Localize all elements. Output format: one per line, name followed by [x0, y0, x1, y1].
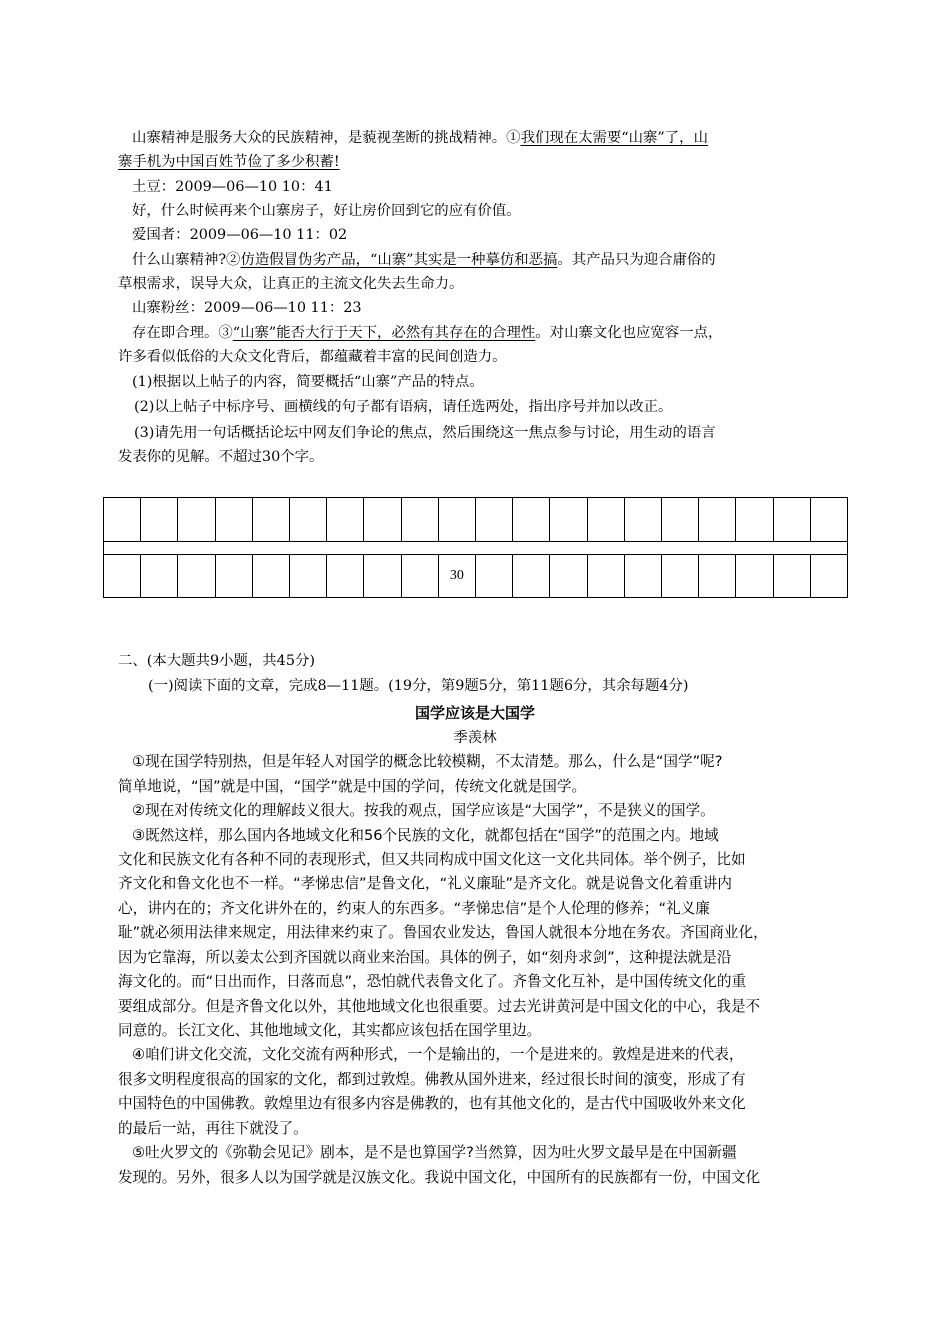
grid-cell — [774, 498, 811, 541]
article-line: 简单地说，“国”就是中国，“国学”就是中国的学问，传统文化就是国学。 — [118, 778, 587, 795]
article-line: ⑤吐火罗文的《弥勒会见记》剧本，是不是也算国学?当然算，因为吐火罗文最早是在中国新疆 — [132, 1144, 737, 1161]
question-3: (3)请先用一句话概括论坛中网友们争论的焦点，然后围绕这一焦点参与讨论，用生动的语言 — [134, 425, 716, 441]
grid-cell — [290, 498, 327, 541]
forum-text: 山寨精神是服务大众的民族精神，是藐视垄断的挑战精神。① — [132, 130, 521, 146]
article-line: 齐文化和鲁文化也不一样。“孝悌忠信”是鲁文化，“礼义廉耻”是齐文化。就是说鲁文化着重讲内 — [118, 875, 732, 892]
forum-paragraph-3 — [132, 250, 854, 271]
grid-cell — [476, 555, 513, 597]
grid-cell — [253, 498, 290, 541]
grid-cell — [290, 555, 327, 597]
grid-spacer — [104, 541, 847, 555]
article-line: ②现在对传统文化的理解歧义很大。按我的观点，国学应该是“大国学”，不是狭义的国学。 — [132, 802, 715, 819]
forum-text: 什么山寨精神?② — [132, 252, 241, 268]
article-line: 耻”就必须用法律来规定，用法律来约束了。鲁国农业发达，鲁国人就很本分地在务农。齐国商业化， — [118, 924, 768, 941]
grid-cell — [699, 555, 736, 597]
post-text-tudou: 好，什么时候再来个山寨房子，好让房价回到它的应有价值。 — [132, 203, 521, 219]
section-instruction: (一)阅读下面的文章，完成8—11题。(19分，第9题5分，第11题6分，其余每题4分) — [148, 678, 689, 694]
question-1: (1)根据以上帖子的内容，简要概括“山寨”产品的特点。 — [132, 374, 484, 390]
grid-cell: 30 — [439, 555, 476, 597]
underlined-sentence-3: “山寨”能否大行于天下，必然有其存在的合理性 — [232, 325, 536, 341]
article-line: 的最后一站，再往下就没了。 — [118, 1120, 308, 1137]
forum-paragraph-1-cont — [118, 152, 840, 173]
underlined-sentence-2: 仿造假冒伪劣产品，“山寨”其实是一种摹仿和恶搞 — [240, 252, 558, 268]
grid-cell — [513, 498, 550, 541]
question-2: (2)以上帖子中标序号、画横线的句子都有语病，请任选两处，指出序号并加以改正。 — [134, 399, 673, 415]
grid-cell — [439, 498, 476, 541]
grid-cell — [736, 555, 773, 597]
grid-cell — [550, 498, 587, 541]
grid-cell — [402, 498, 439, 541]
grid-cell — [253, 555, 290, 597]
grid-cell — [104, 498, 141, 541]
article-line: 要组成部分。但是齐鲁文化以外，其他地域文化也很重要。过去光讲黄河是中国文化的中心，我是不 — [118, 998, 761, 1015]
article-title: 国学应该是大国学 — [414, 704, 535, 722]
grid-cell — [327, 555, 364, 597]
grid-cell — [588, 555, 625, 597]
grid-cell — [699, 498, 736, 541]
grid-cell — [178, 498, 215, 541]
grid-row-1 — [104, 498, 847, 541]
forum-paragraph-1 — [132, 128, 854, 149]
forum-text: 。其产品只为迎合庸俗的 — [557, 252, 716, 268]
article-line: 心，讲内在的；齐文化讲外在的，约束人的东西多。“孝悌忠信”是个人伦理的修养；“礼义廉 — [118, 900, 710, 917]
article-line: ①现在国学特别热，但是年轻人对国学的概念比较模糊，不太清楚。那么，什么是“国学”呢? — [132, 753, 723, 770]
article-line: 因为它靠海，所以姜太公到齐国就以商业来治国。具体的例子，如“刻舟求剑”，这种提法就是沿 — [118, 949, 732, 966]
underlined-sentence-1-cont: 寨手机为中国百姓节俭了多少积蓄! — [118, 154, 340, 170]
grid-cell — [476, 498, 513, 541]
answer-grid — [103, 497, 848, 598]
forum-paragraph-3-cont: 草根需求，误导大众，让真正的主流文化失去生命力。 — [118, 276, 464, 292]
post-author-fan: 山寨粉丝：2009—06—10 11：23 — [132, 300, 362, 316]
forum-paragraph-4 — [132, 323, 854, 344]
grid-cell — [662, 555, 699, 597]
grid-cell — [216, 555, 253, 597]
article-line: 同意的。长江文化、其他地域文化，其实都应该包括在国学里边。 — [118, 1022, 542, 1039]
grid-cell — [402, 555, 439, 597]
post-author-tudou: 土豆：2009—06—10 10：41 — [132, 179, 333, 195]
underlined-sentence-1: 我们现在太需要“山寨”了，山 — [520, 130, 708, 146]
grid-cell — [774, 555, 811, 597]
forum-text: 存在即合理。③ — [132, 325, 233, 341]
grid-cell — [811, 498, 847, 541]
grid-cell — [736, 498, 773, 541]
grid-cell — [178, 555, 215, 597]
article-line: ③既然这样，那么国内各地域文化和56个民族的文化，就都包括在“国学”的范围之内。地域 — [132, 827, 719, 844]
forum-paragraph-4-cont: 许多看似低俗的大众文化背后，都蕴藏着丰富的民间创造力。 — [118, 349, 507, 365]
grid-cell — [364, 498, 401, 541]
grid-cell — [588, 498, 625, 541]
question-3-cont: 发表你的见解。不超过30个字。 — [118, 449, 324, 465]
article-line: 中国特色的中国佛教。敦煌里边有很多内容是佛教的，也有其他文化的，是古代中国吸收外来文化 — [118, 1095, 746, 1112]
article-author: 季羡林 — [453, 730, 497, 746]
grid-cell — [550, 555, 587, 597]
article-line: 发现的。另外，很多人以为国学就是汉族文化。我说中国文化，中国所有的民族都有一份，中国文化 — [118, 1169, 761, 1186]
grid-cell — [364, 555, 401, 597]
forum-text: 。对山寨文化也应宽容一点， — [535, 325, 723, 341]
grid-cell — [625, 498, 662, 541]
grid-cell — [327, 498, 364, 541]
post-author-aiguozhe: 爱国者：2009—06—10 11：02 — [132, 227, 348, 243]
section-heading: 二、(本大题共9小题，共45分) — [118, 653, 315, 669]
grid-cell — [662, 498, 699, 541]
grid-cell — [513, 555, 550, 597]
grid-cell — [141, 555, 178, 597]
grid-cell — [216, 498, 253, 541]
article-line: 海文化的。而“日出而作，日落而息”，恐怕就代表鲁文化了。齐鲁文化互补，是中国传统文化的重 — [118, 973, 747, 990]
grid-cell — [625, 555, 662, 597]
grid-cell — [104, 555, 141, 597]
article-line: 很多文明程度很高的国家的文化，都到过敦煌。佛教从国外进来，经过很长时间的演变，形成了有 — [118, 1071, 746, 1088]
grid-cell — [141, 498, 178, 541]
article-line: 文化和民族文化有各种不同的表现形式，但又共同构成中国文化这一文化共同体。举个例子，比如 — [118, 851, 746, 868]
grid-row-2 — [104, 555, 847, 597]
article-line: ④咱们讲文化交流，文化交流有两种形式，一个是输出的，一个是进来的。敦煌是进来的代表， — [132, 1046, 744, 1063]
grid-cell — [811, 555, 847, 597]
